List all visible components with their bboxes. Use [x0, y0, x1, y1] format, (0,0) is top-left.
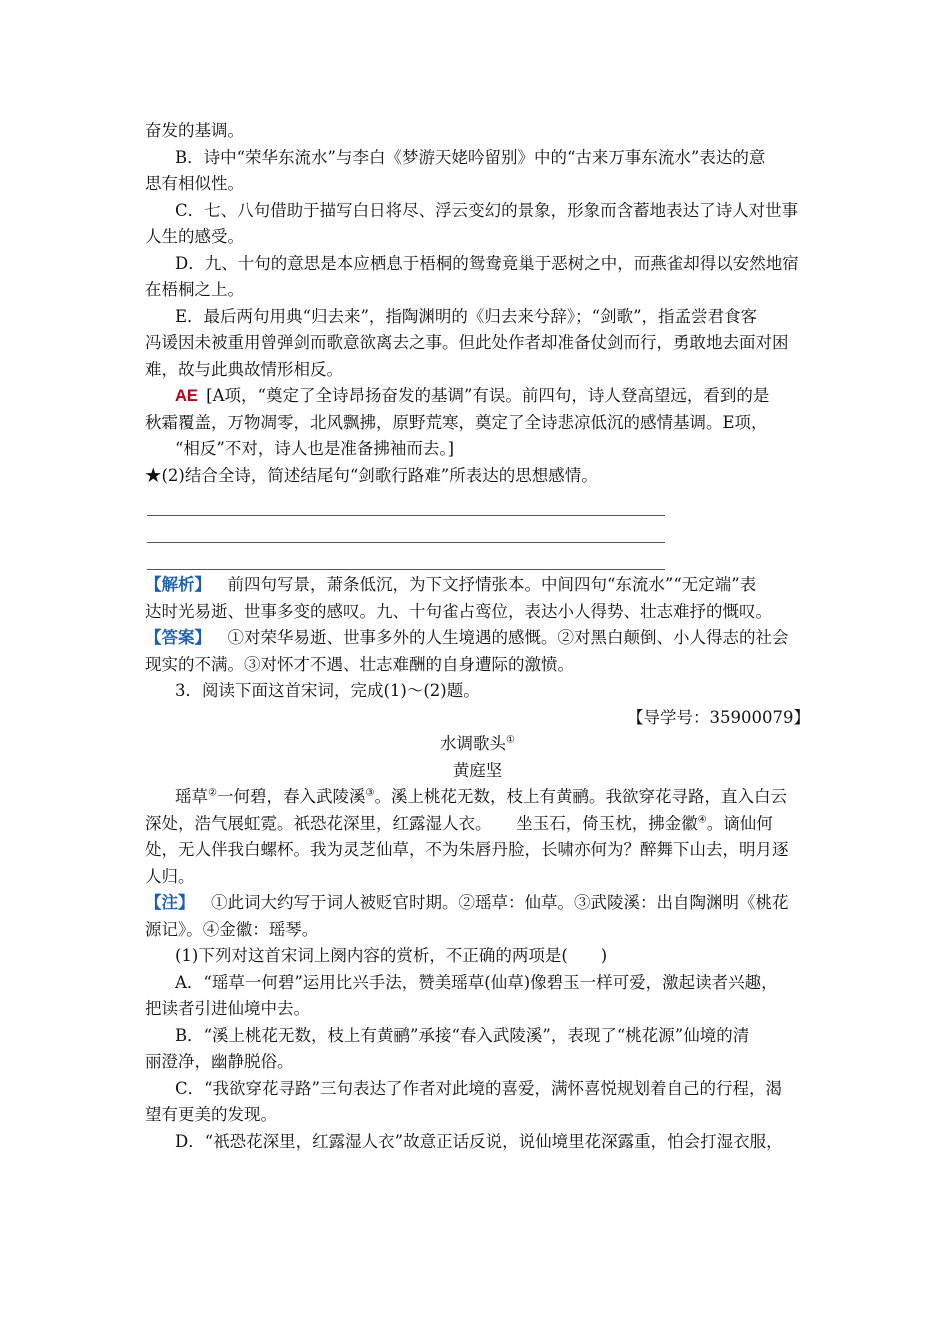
- poem-title: [145, 731, 810, 758]
- poem-author: 黄庭坚: [452, 760, 503, 780]
- option-e-line-3: 难，故与此典故情形相反。: [145, 359, 343, 379]
- q3-option-b-line-2: 丽澄净，幽静脱俗。: [145, 1052, 294, 1071]
- q3-option-c-line-2: 望有更美的发现。: [145, 1105, 277, 1124]
- answer-key: AE: [175, 387, 198, 405]
- guide-number: 【导学号：35900079】: [627, 707, 810, 727]
- answer-line-2: 现实的不满。③对怀才不遇、壮志难酬的自身遭际的激愤。: [145, 654, 574, 674]
- poem-title-text: 水调歌头: [440, 734, 507, 753]
- notes-line-1: [145, 890, 810, 917]
- option-a-tail: 奋发的基调。: [145, 121, 244, 140]
- analysis-text: 前四句写景，萧条低沉，为下文抒情张本。中间四句“东流水”“无定端”表: [227, 575, 757, 594]
- notes-text: ①此词大约写于词人被贬官时期。②瑶草：仙草。③武陵溪：出自陶渊明《桃花: [211, 893, 789, 912]
- analysis-line-2: 达时光易逝、世事多变的感叹。九、十句雀占鸾位，表达小人得势、壮志难抒的慨叹。: [145, 601, 772, 621]
- analysis-line-1: [145, 572, 810, 599]
- question-2-sub-2: ★(2)结合全诗，简述结尾句“剑歌行路难”所表达的思想感情。: [145, 465, 598, 485]
- footnote-marker: ②: [208, 787, 217, 799]
- answer-text: ①对荣华易逝、世事多外的人生境遇的感慨。②对黑白颠倒、小人得志的社会: [227, 628, 789, 647]
- option-d-line-1: D．九、十句的意思是本应栖息于梧桐的鸳鸯竟巢于恶树之中，而燕雀却得以安然地宿: [175, 253, 799, 273]
- document-page: [145, 118, 810, 1155]
- question-3-intro: 3．阅读下面这首宋词，完成(1)～(2)题。: [175, 681, 480, 700]
- q3-option-a-line-1: A．“瑶草一何碧”运用比兴手法，赞美瑶草(仙草)像碧玉一样可爱，激起读者兴趣，: [175, 972, 778, 992]
- question-3-sub-1: (1)下列对这首宋词上阕内容的赏析，不正确的两项是( ): [175, 946, 608, 965]
- answer-blank-line-2: [147, 516, 665, 543]
- answer-explanation-line-1: [145, 383, 810, 410]
- answer-explanation-line-2: 秋霜覆盖，万物凋零，北风飘拂，原野荒寒，奠定了全诗悲凉低沉的感情基调。E项，: [145, 412, 768, 432]
- q3-option-a-line-2: 把读者引进仙境中去。: [145, 999, 310, 1018]
- poem-line-3: 处，无人伴我白螺杯。我为灵芝仙草，不为朱唇丹脸，长啸亦何为？醉舞下山去，明月逐: [145, 840, 789, 859]
- option-b-line-2: 思有相似性。: [145, 174, 244, 193]
- option-e-line-2: 冯谖因未被重用曾弹剑而歌意欲离去之事。但此处作者却准备仗剑而行，勇敢地去面对困: [145, 333, 789, 352]
- option-e-line-1: E．最后两句用典“归去来”，指陶渊明的《归去来兮辞》；“剑歌”，指孟尝君食客: [175, 306, 758, 326]
- option-b-line-1: B．诗中“荣华东流水”与李白《梦游天姥吟留别》中的“古来万事东流水”表达的意: [175, 147, 766, 167]
- option-d-line-2: 在梧桐之上。: [145, 280, 244, 299]
- option-c-line-2: 人生的感受。: [145, 227, 244, 246]
- analysis-tag: 【解析】: [145, 575, 211, 594]
- footnote-marker: ④: [697, 814, 707, 825]
- notes-tag: 【注】: [145, 893, 195, 912]
- answer-explanation-line-3: “相反”不对，诗人也是准备拂袖而去。]: [175, 439, 455, 458]
- footnote-marker: ③: [365, 787, 375, 799]
- answer-blank-line-3: [147, 543, 665, 570]
- answer-explanation-text: [A项，“奠定了全诗昂扬奋发的基调”有误。前四句，诗人登高望远，看到的是: [206, 386, 770, 405]
- poem-line-1: 瑶草②一何碧，春入武陵溪③。溪上桃花无数，枝上有黄鹂。我欲穿花寻路，直入白云: [175, 787, 787, 806]
- option-c-line-1: C．七、八句借助于描写白日将尽、浮云变幻的景象，形象而含蓄地表达了诗人对世事: [175, 200, 799, 220]
- answer-line-1: [145, 625, 810, 652]
- q3-option-d-line-1: D．“祇恐花深里，红露湿人衣”故意正话反说，说仙境里花深露重，怕会打湿衣服，: [175, 1131, 783, 1151]
- notes-line-2: 源记》。④金徽：瑶琴。: [145, 919, 319, 939]
- answer-tag: 【答案】: [145, 628, 211, 647]
- q3-option-c-line-1: C．“我欲穿花寻路”三句表达了作者对此境的喜爱，满怀喜悦规划着自己的行程，渴: [175, 1078, 782, 1098]
- answer-blank-line-1: [147, 489, 665, 516]
- q3-option-b-line-1: B．“溪上桃花无数，枝上有黄鹂”承接“春入武陵溪”，表现了“桃花源”仙境的清: [175, 1025, 750, 1045]
- footnote-marker: ①: [506, 734, 515, 746]
- poem-line-4: 人归。: [145, 866, 195, 886]
- poem-line-2: 深处，浩气展虹霓。祇恐花深里，红露湿人衣。 坐玉石，倚玉枕，拂金徽④。谪仙何: [145, 813, 773, 833]
